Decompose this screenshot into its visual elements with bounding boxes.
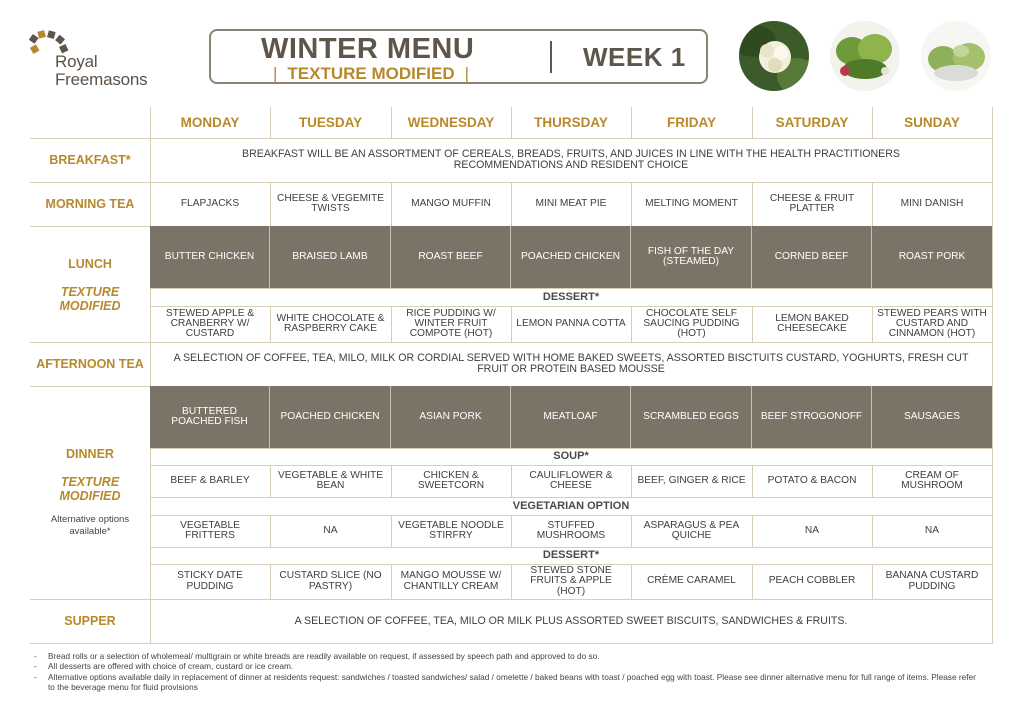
- food-photo-vegetables: [830, 21, 900, 91]
- grid-line: [992, 107, 993, 644]
- lunch-dessert-wednesday: RICE PUDDING W/ WINTER FRUIT COMPOTE (HOT): [406, 307, 496, 340]
- title-box: [209, 29, 708, 84]
- dinner-dessert-label: DESSERT*: [542, 549, 600, 561]
- dinner-dessert-sunday: BANANA CUSTARD PUDDING: [885, 570, 979, 592]
- menu-table: [30, 107, 993, 644]
- lunch-main-wednesday: ROAST BEEF: [391, 226, 511, 288]
- lunch-dessert-friday: CHOCOLATE SELF SAUCING PUDDING (HOT): [643, 307, 740, 340]
- dinner-soup-wednesday: CHICKEN & SWEETCORN: [417, 469, 485, 491]
- grid-line: [30, 643, 993, 644]
- lunch-main-saturday: CORNED BEEF: [752, 226, 872, 288]
- dinner-veg-friday: ASPARAGUS & PEA QUICHE: [643, 519, 740, 541]
- morning-tea-sunday: MINI DANISH: [900, 197, 964, 209]
- dinner-soup-label: SOUP*: [553, 450, 589, 462]
- dinner-soup-thursday: CAULIFLOWER & CHEESE: [529, 469, 613, 491]
- dinner-main-saturday: BEEF STROGONOFF: [752, 386, 872, 448]
- morning-tea-thursday: MINI MEAT PIE: [535, 197, 607, 209]
- lunch-label: LUNCH: [68, 257, 112, 271]
- dinner-dessert-saturday: PEACH COBBLER: [768, 575, 856, 587]
- lunch-dessert-sunday: STEWED PEARS WITH CUSTARD AND CINNAMON (HOT): [877, 307, 987, 340]
- brand-line-2: Freemasons: [55, 70, 148, 89]
- brand-line-1: Royal: [55, 52, 98, 71]
- menu-title: WINTER MENU: [261, 33, 475, 65]
- morning-tea-tuesday: CHEESE & VEGEMITE TWISTS: [277, 192, 384, 214]
- dinner-veg-saturday: NA: [804, 524, 820, 536]
- dinner-main-sunday: SAUSAGES: [872, 386, 992, 448]
- lunch-main-monday: BUTTER CHICKEN: [150, 226, 270, 288]
- lunch-main-tuesday: BRAISED LAMB: [270, 226, 391, 288]
- supper-text: A SELECTION OF COFFEE, TEA, MILO OR MILK PLUS ASSORTED SWEET BISCUITS, SANDWICHES & FRUITS.: [294, 614, 848, 627]
- title-divider: [550, 41, 552, 73]
- breakfast-label: BREAKFAST*: [49, 152, 131, 167]
- lunch-dessert-monday: STEWED APPLE & CRANBERRY W/ CUSTARD: [165, 307, 255, 340]
- footnote-item: - Alternative options available daily in replacement of dinner at residents request: sandwiches / toasted sandwiches/ salad / omelette / baked beans with toast / poached egg with toast. Please see dinner alternative menu for full range of items. Please refer to the beverage menu for fluid provisions: [34, 672, 984, 693]
- dinner-main-friday: SCRAMBLED EGGS: [631, 386, 752, 448]
- dinner-main-tuesday: POACHED CHICKEN: [270, 386, 391, 448]
- dinner-dessert-wednesday: MANGO MOUSSE W/ CHANTILLY CREAM: [400, 570, 502, 592]
- morning-tea-wednesday: MANGO MUFFIN: [411, 197, 491, 209]
- day-header-wednesday: WEDNESDAY: [407, 114, 495, 130]
- dinner-soup-saturday: POTATO & BACON: [767, 474, 857, 486]
- morning-tea-saturday: CHEESE & FRUIT PLATTER: [769, 192, 855, 214]
- dinner-veg-wednesday: VEGETABLE NOODLE STIRFRY: [398, 519, 504, 541]
- dinner-dessert-thursday: STEWED STONE FRUITS & APPLE (HOT): [530, 565, 612, 597]
- footnote-item: - Bread rolls or a selection of wholemeal/ multigrain or white breads are readily available on request, if assessed by speech path and approved to do so.: [34, 651, 984, 661]
- dinner-main-wednesday: ASIAN PORK: [391, 386, 511, 448]
- brand-logo: [28, 30, 168, 88]
- day-header-friday: FRIDAY: [666, 114, 716, 130]
- morning-tea-monday: FLAPJACKS: [180, 197, 240, 209]
- dinner-soup-friday: BEEF, GINGER & RICE: [637, 474, 746, 486]
- morning-tea-friday: MELTING MOMENT: [645, 197, 738, 209]
- lunch-dessert-saturday: LEMON BAKED CHEESECAKE: [775, 312, 849, 334]
- afternoon-tea-text: A SELECTION OF COFFEE, TEA, MILO, MILK OR CORDIAL SERVED WITH HOME BAKED SWEETS, ASSORTED BISCTUITS CUSTARD, YOGHURTS, FRESH CUT FRUIT OR PROTEIN BASED MOUSSE: [173, 352, 969, 375]
- lunch-dessert-label: DESSERT*: [542, 290, 600, 303]
- dinner-soup-monday: BEEF & BARLEY: [170, 474, 250, 486]
- menu-subtitle: | TEXTURE MODIFIED |: [273, 64, 470, 83]
- lunch-main-sunday: ROAST PORK: [872, 226, 992, 288]
- dinner-soup-sunday: CREAM OF MUSHROOM: [901, 469, 963, 491]
- footnote-item: - All desserts are offered with choice of cream, custard or ice cream.: [34, 661, 984, 671]
- food-photo-cabbage: [921, 21, 991, 91]
- food-photo-cauliflower: [739, 21, 809, 91]
- afternoon-tea-label: AFTERNOON TEA: [36, 356, 144, 371]
- lunch-main-thursday: POACHED CHICKEN: [511, 226, 631, 288]
- dinner-dessert-friday: CRÈME CARAMEL: [647, 575, 736, 587]
- day-header-monday: MONDAY: [180, 114, 240, 130]
- footnotes: [34, 651, 984, 692]
- dinner-texture-label: TEXTURE MODIFIED: [59, 475, 121, 504]
- supper-label: SUPPER: [64, 613, 116, 628]
- dinner-soup-tuesday: VEGETABLE & WHITE BEAN: [277, 469, 384, 491]
- dinner-side-header: [30, 447, 150, 538]
- dinner-alt-note: Alternative options available*: [50, 513, 130, 537]
- dinner-veg-tuesday: NA: [323, 524, 338, 536]
- dinner-main-thursday: MEATLOAF: [511, 386, 631, 448]
- dinner-veg-monday: VEGETABLE FRITTERS: [180, 519, 240, 541]
- lunch-dessert-thursday: LEMON PANNA COTTA: [516, 317, 626, 329]
- lunch-main-friday: FISH OF THE DAY (STEAMED): [631, 226, 752, 288]
- menu-subtitle-text: TEXTURE MODIFIED: [287, 64, 455, 83]
- dinner-dessert-monday: STICKY DATE PUDDING: [177, 570, 243, 592]
- dinner-veg-label: VEGETARIAN OPTION: [512, 499, 630, 512]
- dinner-dessert-tuesday: CUSTARD SLICE (NO PASTRY): [279, 570, 382, 592]
- morning-tea-label: MORNING TEA: [45, 196, 135, 211]
- day-header-saturday: SATURDAY: [775, 114, 849, 130]
- day-header-tuesday: TUESDAY: [298, 114, 363, 130]
- breakfast-text: BREAKFAST WILL BE AN ASSORTMENT OF CEREALS, BREADS, FRUITS, AND JUICES IN LINE WITH THE HEALTH PRACTITIONERS RECOMMENDATIONS AND RESIDENT CHOICE: [242, 148, 900, 171]
- dinner-main-monday: BUTTERED POACHED FISH: [150, 386, 270, 448]
- dinner-veg-sunday: NA: [924, 524, 940, 536]
- lunch-dessert-tuesday: WHITE CHOCOLATE & RASPBERRY CAKE: [276, 312, 385, 334]
- lunch-texture-label: TEXTURE MODIFIED: [59, 285, 121, 314]
- dinner-veg-thursday: STUFFED MUSHROOMS: [536, 519, 606, 541]
- dinner-label: DINNER: [66, 447, 114, 461]
- day-header-sunday: SUNDAY: [904, 114, 960, 130]
- lunch-side-header: [30, 257, 150, 314]
- day-header-thursday: THURSDAY: [534, 114, 608, 130]
- week-label: WEEK 1: [583, 42, 686, 72]
